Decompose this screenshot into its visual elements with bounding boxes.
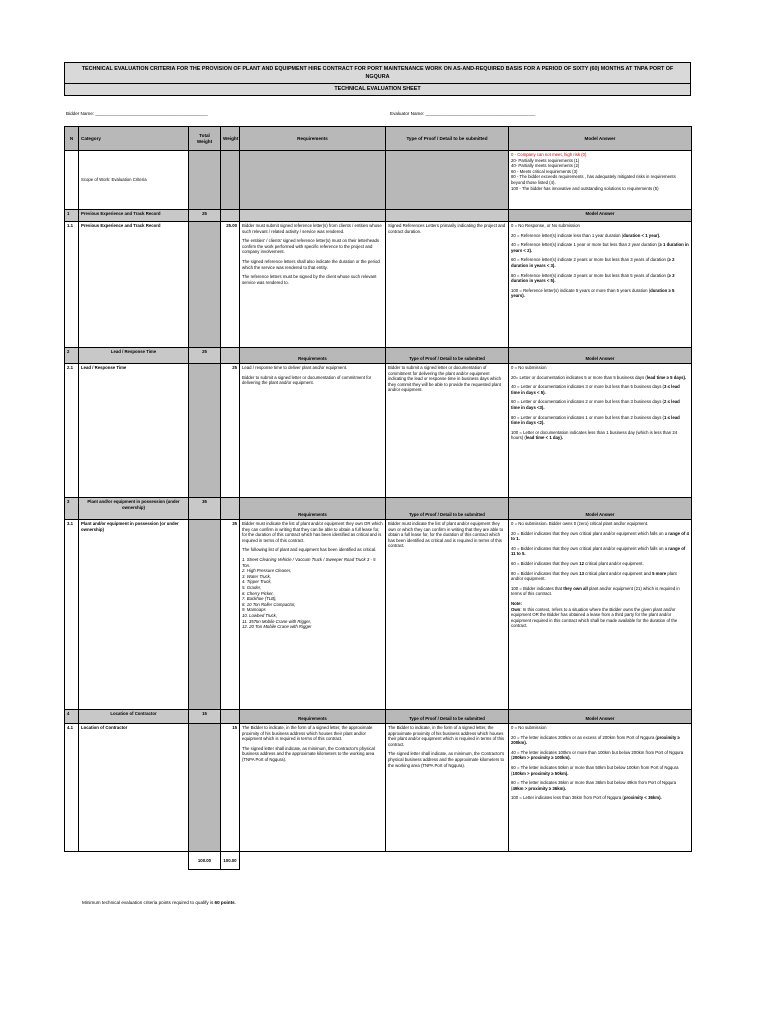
header-proof: Type of Proof / Detail to be submitted [386,127,509,151]
section-2-1-requirements: Lead / response time to deliver plant and/or equipment. Bidder to submit a signed letter or documentation of commitment for delivering the plant and/or equipment. [240,364,386,498]
section-2-1-title: Lead / Response Time [79,364,189,498]
section-1-model-header: Model Answer [509,210,692,222]
section-3-1-model-answer: 0 = No submission. Bidder owns 0 (zero) critical plant and/or equipment. 20 = Bidder indicates that they own critical plant and/or equipment which falls on a range of 4 to 1. 40 = Bidder indicates that they own critical plant and/or equipment which falls on a range of 11 to 5. 60 = Bidder indicates that they own 12 critical plant and/or equipment. 80 = Bidder indicates that they own 13 critical plant and/or equipment and 5 more plant and/or equipment. 100 = Bidder indicates that they own all plant and/or equipment (21) which is required in terms of this contract. Note: Own: In this context, refers to a situation where the Bidder owns the given plant and/or equipment OR the Bidder has obtained a lease from a third party for the plant and/or equipment required in this contract which shall be made available for the duration of the contract. [509,520,692,710]
section-1-1-row [65,222,692,348]
evaluation-table [64,126,692,870]
evaluation-sheet [64,62,691,905]
section-4-1-title: Location of Contractor [79,724,189,852]
section-4-1-proof: The Bidder to indicate, in the form of a signed letter, the approximate proximity of his business address which houses their plant and/or equipment which is required in terms of this contract. The signed letter shall indicate, as minimum, the Contractor's physical business address and the approximate kilometers to the working area (TNPA Port of Ngqura). [386,724,509,852]
header-total-weight: Total Weight [189,127,221,151]
section-3-proof-header: Type of Proof / Detail to be submitted [386,498,509,520]
section-3-1-requirements: Bidder must indicate the list of plant and/or equipment they own OR which they can confirm in writing that they can be able to obtain a full lease for, for the duration of this contract which has been identified as critical and is required in terms of this contract. The following list of plant and equipment has been identified as critical. 1. Street Cleaning Vehicle / Vaccum Truck / Sweeper Road Truck 3 - 5 Ton. 2. High Pressure Cleaner, 3. Water Truck, 4. Tipper Truck, 5. Grader, 6. Cherry Picker, 7. Backhoe (TLB), 8. 10 Ton Roller Compactor, 9. Mamoaps 10. Lowbed Truck, 11. 35Ton Mobile Crane with Rigger, 12. 20 Ton Mobile Crane with Rigger [240,520,386,710]
section-4-1-row [65,724,692,852]
section-4-1-weight: 15 [221,724,240,852]
scope-model-answer: 0 - Company can not meet, high risk (0) 20- Partially meets requirements (1) 40- Partially meets requirements (2) 60 - Meets critical requirements (3) 80 - The bidder exceeds requirements , has adequately mitigated risks in requirements beyond those listed (4). 100 - The bidder has innovative and outstanding solutions to requirements (5) [509,151,692,210]
section-1-1-proof: Signed References Letters primarily indicating the project and contract duration. [386,222,509,348]
section-1-1-model-answer: 0 = No Response, or No submission 20 = Reference letter(s) indicate less than 1 year duration (duration < 1 year). 40 = Reference letter(s) indicate 1 year or more but less than 2 year duration (≥ 1 duration in years < 2). 60 = Reference letter(s) indicate 2 years or more but less than 3 years of duration (≥ 2 duration in years < 3). 80 = Reference letter(s) indicate 3 years or more but less than 5 years of duration (≥ 3 duration in years < 5). 100 = Reference letter(s) indicate 5 years or more than 5 years duration (duration ≥ 5 years). [509,222,692,348]
section-4-total: 15 [189,710,221,724]
weight-sum: 100.00 [221,852,240,870]
section-3-1-weight: 35 [221,520,240,710]
section-2-1-no: 2.1 [65,364,79,498]
section-3-1-title: Plant and/or equipment in possession (or under ownership) [79,520,189,710]
evaluator-name-field[interactable]: Evaluator Name: ___________________________________________ [390,111,536,116]
total-weight-sum: 100.00 [189,852,221,870]
section-2-1-proof: Bidder to submit a signed letter or documentation of commitment for delivering the plant and/or equipment indicating the lead or response time in business days which they commit they will be able to provide the requested plant and/or equipment. [386,364,509,498]
section-2-no: 2 [65,348,79,364]
section-4-row [65,710,692,724]
section-3-row [65,498,692,520]
section-2-total: 25 [189,348,221,364]
table-header-row [65,127,692,151]
section-3-no: 3 [65,498,79,520]
section-1-total: 25 [189,210,221,222]
totals-row [65,852,692,870]
critical-equipment-list: 1. Street Cleaning Vehicle / Vaccum Truck / Sweeper Road Truck 3 - 5 Ton. 2. High Pressure Cleaner, 3. Water Truck, 4. Tipper Truck, 5. Grader, 6. Cherry Picker, 7. Backhoe (TLB), 8. 10 Ton Roller Compactor, 9. Mamoaps 10. Lowbed Truck, 11. 35Ton Mobile Crane with Rigger, 12. 20 Ton Mobile Crane with Rigger [242,556,376,630]
header-model-answer: Model Answer [509,127,692,151]
section-1-no: 1 [65,210,79,222]
minimum-points-note: Minimum technical evaluation criteria points required to qualify is 60 points. [82,900,236,905]
section-2-title: Lead / Response Time [79,348,189,364]
scope-label: Scope of Work: Evaluation Criteria [79,151,189,210]
section-2-row [65,348,692,364]
section-1-title: Previous Experience and Track Record [79,210,189,222]
header-category: Category [79,127,189,151]
section-4-1-no: 4.1 [65,724,79,852]
section-3-model-header: Model Answer [509,498,692,520]
scope-row [65,151,692,210]
section-1-row [65,210,692,222]
section-2-model-header: Model Answer [509,348,692,364]
section-3-title: Plant and/or equipment in possession (under ownership) [79,498,189,520]
document-title: TECHNICAL EVALUATION CRITERIA FOR THE PROVISION OF PLANT AND EQUIPMENT HIRE CONTRACT FOR PORT MAINTENANCE WORK ON AS-AND-REQUIRED BASIS FOR A PERIOD OF SIXTY (60) MONTHS AT TNPA PORT OF NGQURA [64,62,691,84]
section-4-title: Location of Contractor [79,710,189,724]
section-1-1-title: Previous Experience and Track Record [79,222,189,348]
header-requirements: Requirements [240,127,386,151]
sheet-subtitle: TECHNICAL EVALUATION SHEET [64,84,691,96]
section-4-no: 4 [65,710,79,724]
section-2-proof-header: Type of Proof / Detail to be submitted [386,348,509,364]
header-no: N [65,127,79,151]
bidder-name-field[interactable]: Bidder Name: ____________________________________________ [66,111,208,116]
section-3-1-row [65,520,692,710]
section-3-1-no: 3.1 [65,520,79,710]
section-4-1-requirements: The Bidder to indicate, in the form of a signed letter, the approximate proximity of his business address which houses their plant and/or equipment which is required in terms of this contract. The signed letter shall indicate, as minimum, the Contractor's physical business address and the approximate kilometers to the working area (TNPA Port of Ngqura). [240,724,386,852]
section-4-1-model-answer: 0 = No submission 20 = The letter indicates 200km or an excess of 200km from Port of Ngqura (proximity ≥ 200km). 40 = The letter indicates 100km or more than 100km but below 200km from Port of Ngqura (200km > proximity ≥ 100km). 60 = The letter indicates 50km or more than 50km but below 100km from Port of Ngqura (100km > proximity ≥ 50km). 80 = The letter indicates 36km or more than 36km but below 49km from Port of Ngqura (49km > proximity ≥ 36km). 100 = Letter indicates less than 36km from Port of Ngqura (proximity < 36km). [509,724,692,852]
section-2-requirements-header: Requirements [240,348,386,364]
section-2-1-model-answer: 0 = No submission 20= Letter or documentation indicates 5 or more than 5 business days (lead time ≥ 5 days). 40 = Letter or documentation indicates 3 or more but less than 5 business days (3 ≤ lead time in days < 5). 60 = Letter or documentation indicates 2 or more but less than 3 business days (2 ≤ lead time in days <3). 80 = Letter or documentation indicates 1 or more but less than 2 business days (1 ≤ lead time in days <2). 100 = Letter or documentation indicates less than 1 business day (which is less than 24 hours) (lead time < 1 day). [509,364,692,498]
section-4-proof-header: Type of Proof / Detail to be submitted [386,710,509,724]
section-2-1-weight: 25 [221,364,240,498]
section-3-requirements-header: Requirements [240,498,386,520]
section-4-requirements-header: Requirements [240,710,386,724]
header-weight: Weight [221,127,240,151]
section-1-1-requirements: Bidder must submit signed reference letter(s) from clients / entities whose such relevant / related activity / service was rendered. The entities' / clients' signed reference letter(s) must on their letterheads confirm the work performed with specific reference to the project and company involvement. The signed reference letters shall also indicate the duration or the period which the service was rendered to that entity. The reference letters must be signed by the client whose such relevant service was rendered to. [240,222,386,348]
section-1-1-weight: 25.00 [221,222,240,348]
section-4-model-header: Model Answer [509,710,692,724]
section-2-1-row [65,364,692,498]
section-3-total: 35 [189,498,221,520]
section-1-1-no: 1.1 [65,222,79,348]
section-3-1-proof: Bidder must indicate the list of plant and/or equipment they own or which they can confirm in writing that they are able to obtain a full lease for, for the duration of this contract which has been identified as critical and is required in terms of this contract. [386,520,509,710]
